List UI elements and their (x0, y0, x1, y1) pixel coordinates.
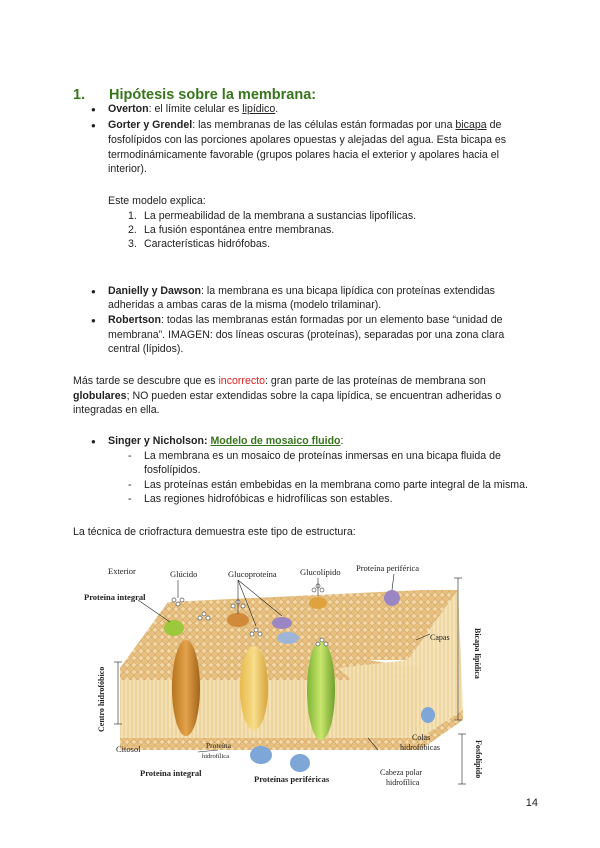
singer-item-3: Las regiones hidrofóbicas e hidrofílicas son estables. (144, 493, 393, 505)
robertson-line-3: central (lípidos). (108, 343, 184, 355)
mosaico-fluido-link[interactable]: Modelo de mosaico fluido (210, 435, 341, 447)
label-proteina-integral-top: Proteína integral (84, 592, 146, 602)
label-centro-hidrofobico: Centro hidrofóbico (97, 666, 106, 732)
heading-title: Hipótesis sobre la membrana: (109, 87, 317, 103)
peripheral-protein (272, 617, 292, 629)
label-proteinas-perifericas: Proteínas periféricas (254, 774, 330, 784)
bicapa-link[interactable]: bicapa (455, 119, 487, 131)
bullet-icon: ● (91, 287, 96, 296)
label-glucoproteina: Glucoproteína (228, 569, 277, 579)
label-cabeza-2: hidrofílica (386, 778, 420, 787)
model-item-number: 3. (128, 238, 137, 250)
singer-item-2: Las proteínas están embebidas en la membrana como parte integral de la misma. (144, 479, 528, 491)
integral-protein (172, 640, 200, 736)
later-line-2: globulares; NO pueden estar extendidas sobre la capa lipídica, se encuentran adheridas o (73, 390, 502, 402)
green-protein (307, 640, 335, 740)
singer-item-1-line-2: fosfolípidos. (144, 464, 201, 476)
incorrecto-word: incorrecto (218, 375, 265, 387)
label-colas-2: hidrofóbicas (400, 743, 440, 752)
label-exterior: Exterior (108, 566, 136, 576)
peripheral-protein (290, 754, 310, 772)
dash-icon: - (128, 450, 132, 462)
peripheral-protein (421, 707, 435, 723)
peripheral-protein (164, 620, 184, 636)
label-glucido: Glúcido (170, 569, 198, 579)
overton-name: Overton (108, 103, 149, 115)
model-intro: Este modelo explica: (108, 195, 206, 207)
model-item: Características hidrófobas. (144, 238, 271, 250)
lipidico-link[interactable]: lipídico (242, 103, 276, 115)
robertson-line-1: Robertson: todas las membranas están formadas por un elemento base “unidad de (108, 314, 503, 326)
later-line-3: integradas en ella. (73, 404, 160, 416)
gorter-line-2: fosfolípidos con las porciones apolares opuestas y alejadas del agua. Esta bicapa es (108, 134, 507, 146)
peripheral-protein (384, 590, 400, 606)
yellow-protein (240, 646, 268, 730)
dash-icon: - (128, 493, 132, 505)
peripheral-protein (250, 746, 272, 764)
model-item-number: 1. (128, 210, 137, 222)
model-item: La fusión espontánea entre membranas. (144, 224, 335, 236)
bullet-icon: ● (91, 437, 96, 446)
peripheral-protein (277, 632, 299, 644)
model-item-number: 2. (128, 224, 137, 236)
label-proteina-integral-bottom: Proteína integral (140, 768, 202, 778)
heading-number: 1. (73, 87, 86, 103)
dash-icon: - (128, 479, 132, 491)
gorter-line-3: termodinámicamente favorable (grupos polares hacia el exterior y apolares hacia el (108, 149, 499, 161)
peripheral-protein (227, 613, 249, 627)
overton-paragraph: Overton: el límite celular es lipídico. (108, 103, 279, 115)
gorter-name: Gorter y Grendel (108, 119, 193, 131)
danielly-line-1: Danielly y Dawson: la membrana es una bicapa lipídica con proteínas extendidas (108, 285, 495, 297)
label-proteina-periferica: Proteína periférica (356, 563, 420, 573)
page-number: 14 (525, 797, 538, 809)
globulares-word: globulares (73, 390, 127, 402)
label-colas-1: Colas (412, 733, 431, 742)
label-capas: Capas (430, 633, 450, 642)
peripheral-protein (309, 597, 327, 609)
robertson-name: Robertson (108, 314, 161, 326)
label-citosol: Citosol (116, 744, 141, 754)
danielly-name: Danielly y Dawson (108, 285, 202, 297)
model-item: La permeabilidad de la membrana a sustancias lipofílicas. (144, 210, 417, 222)
gorter-line-4: interior). (108, 163, 147, 175)
label-fosfolipido: Fosfolípido (474, 740, 483, 779)
bullet-icon: ● (91, 121, 96, 130)
label-glucolipido: Glucolípido (300, 567, 341, 577)
singer-name: Singer y Nicholson: (108, 435, 208, 447)
label-proteina-hidrofilica-1: Proteína (206, 741, 231, 750)
label-cabeza-1: Cabeza polar (380, 768, 422, 777)
bullet-icon: ● (91, 105, 96, 114)
later-line-1: Más tarde se descubre que es incorrecto: gran parte de las proteínas de membrana son (73, 375, 486, 387)
danielly-line-2: adheridas a ambas caras de la misma (modelo trilaminar). (108, 299, 382, 311)
label-bicapa: Bicapa lipídica (473, 628, 482, 679)
bullet-icon: ● (91, 316, 96, 325)
singer-line: Singer y Nicholson: Modelo de mosaico fluido: (108, 435, 344, 447)
criofractura-sentence: La técnica de criofractura demuestra este tipo de estructura: (73, 526, 356, 538)
label-proteina-hidrofilica-2: hidrofílica (202, 753, 230, 760)
gorter-line-1: Gorter y Grendel: las membranas de las células están formadas por una bicapa de (108, 119, 502, 131)
robertson-line-2: membrana”. IMAGEN: dos líneas oscuras (proteínas), separadas por una zona clara (108, 329, 505, 341)
singer-item-1-line-1: La membrana es un mosaico de proteínas inmersas en una bicapa fluida de (144, 450, 501, 462)
fluid-mosaic-figure (78, 560, 498, 792)
